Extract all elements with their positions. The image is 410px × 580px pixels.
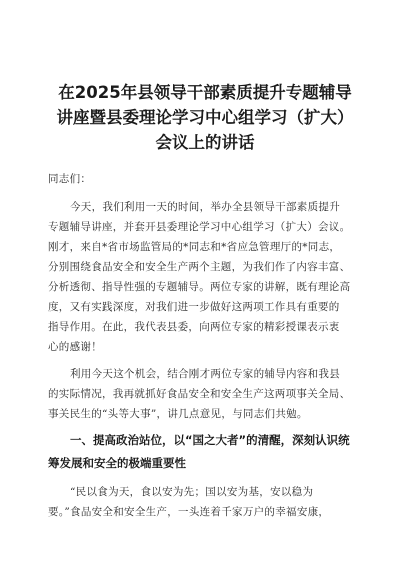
paragraph-1-line-1: 今天，我们利用一天的时间，举办全县领导干部素质提升 — [70, 201, 340, 213]
document-title — [40, 80, 370, 155]
title-line-3: 会议上的讲话 — [155, 133, 255, 152]
section-heading-1-line-2: 筹发展和安全的极端重要性 — [48, 456, 186, 470]
salutation: 同志们： — [48, 173, 92, 185]
paragraph-1-line-8: 心的感谢！ — [48, 341, 102, 353]
paragraph-1-line-3: 刚才，来自*省市场监管局的*同志和*省应急管理厅的*同志， — [48, 241, 341, 253]
paragraph-2-line-1: 利用今天这个机会，结合刚才两位专家的辅导内容和我县 — [70, 368, 340, 380]
title-line-1: 在2025年县领导干部素质提升专题辅导 — [58, 83, 352, 102]
paragraph-2-line-3: 事关民生的“头等大事”，讲几点意见，与同志们共勉。 — [48, 408, 308, 420]
paragraph-1-line-2: 专题辅导讲座，并套开县委理论学习中心组学习（扩大）会议。 — [48, 221, 351, 233]
paragraph-3-line-2: 要。”食品安全和安全生产，一头连着千家万户的幸福安康， — [48, 506, 330, 518]
paragraph-3-line-1: “民以食为天，食以安为先；国以安为基，安以稳为 — [70, 486, 314, 498]
paragraph-1-line-4: 分别围绕食品安全和安全生产两个主题，为我们作了内容丰富、 — [48, 261, 351, 273]
paragraph-1-line-7: 指导作用。在此，我代表县委，向两位专家的精彩授课表示衷 — [48, 321, 340, 333]
section-heading-1-line-1: 一、提高政治站位，以“国之大者”的清醒，深刻认识统 — [70, 433, 350, 447]
paragraph-1-line-5: 分析透彻、指导性强的专题辅导。两位专家的讲解，既有理论高 — [48, 281, 351, 293]
title-line-2: 讲座暨县委理论学习中心组学习（扩大） — [56, 108, 354, 127]
paragraph-2-line-2: 的实际情况，我再就抓好食品安全和安全生产这两项事关全局、 — [48, 388, 351, 400]
paragraph-1-line-6: 度，又有实践深度，对我们进一步做好这两项工作具有重要的 — [48, 301, 340, 313]
